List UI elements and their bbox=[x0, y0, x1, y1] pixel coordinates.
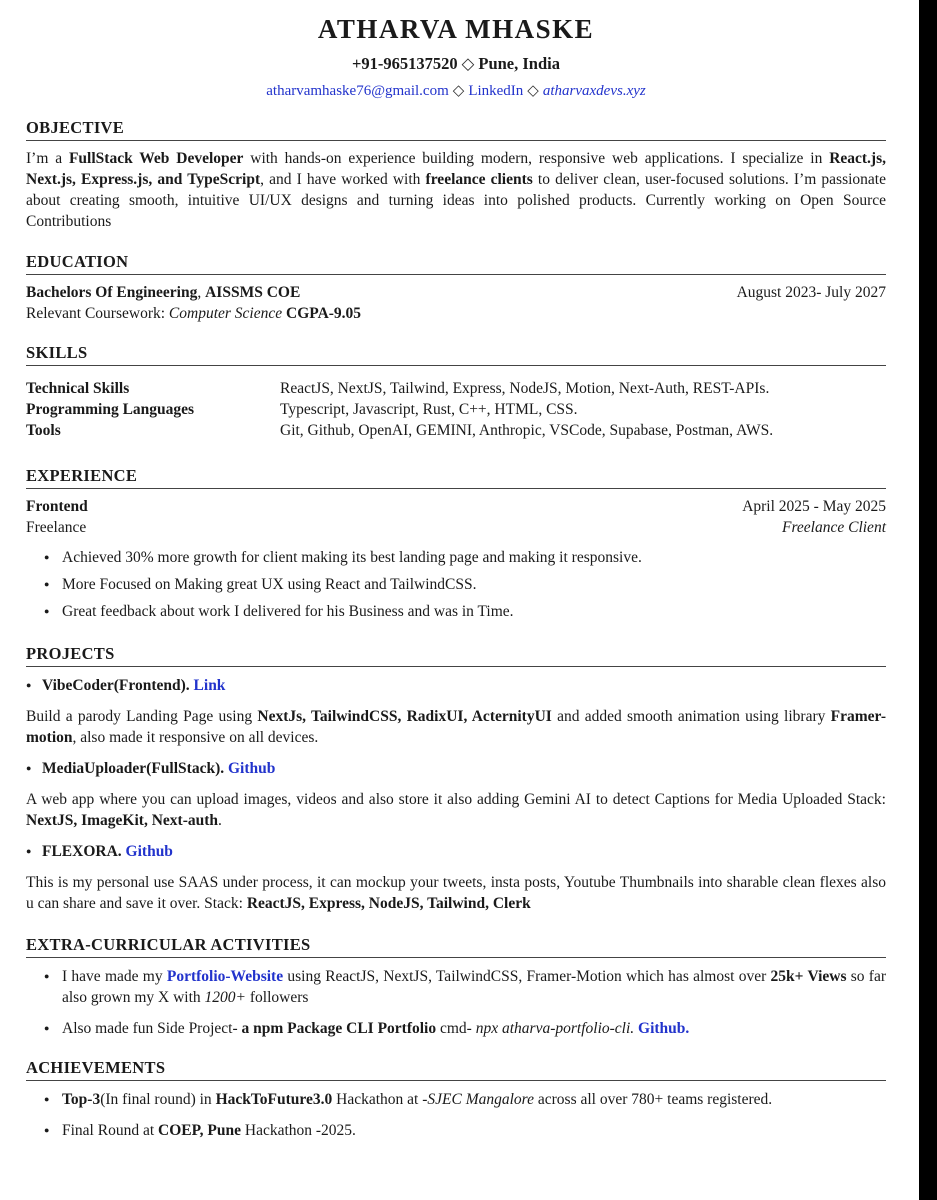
cgpa: CGPA-9.05 bbox=[286, 305, 362, 322]
experience-type: Freelance bbox=[26, 519, 87, 536]
experience-client: Freelance Client bbox=[781, 519, 886, 536]
education-dates: August 2023- July 2027 bbox=[736, 284, 886, 301]
experience-dates: April 2025 - May 2025 bbox=[742, 498, 886, 515]
list-item: ● Also made fun Side Project- a npm Package CLI Portfolio cmd- npx atharva-portfolio-cli. Github. bbox=[62, 1018, 886, 1039]
project-title: ● FLEXORA. Github bbox=[26, 841, 886, 862]
experience-section bbox=[26, 466, 886, 622]
list-item: ● Great feedback about work I delivered for his Business and was in Time. bbox=[62, 601, 886, 622]
objective-section bbox=[26, 118, 886, 232]
extracurricular-list bbox=[26, 966, 886, 1039]
project-description: Build a parody Landing Page using NextJs, TailwindCSS, RadixUI, ActernityUI and added smooth animation using library Framer-motion, also made it responsive on all devices. bbox=[26, 708, 886, 746]
section-title: SKILLS bbox=[26, 343, 886, 366]
experience-row bbox=[26, 496, 886, 517]
phone: +91-965137520 bbox=[352, 54, 458, 73]
npm-github-link[interactable]: Github. bbox=[638, 1020, 690, 1037]
separator-diamond-icon: ◇ bbox=[452, 83, 465, 99]
experience-subrow bbox=[26, 517, 886, 538]
project-title: ● VibeCoder(Frontend). Link bbox=[26, 675, 886, 696]
objective-text: I’m a FullStack Web Developer with hands-on experience building modern, responsive web applications. I specialize in React.js, Next.js, Express.js, and TypeScript, and I have worked with freelance clients to deliver clean, user-focused solutions. I’m passionate about creating smooth, intuitive UI/UX designs and turning ideas into polished products. Currently working on Open Source Contributions bbox=[26, 150, 886, 230]
project-link[interactable]: Link bbox=[193, 677, 226, 694]
email-link[interactable]: atharvamhaske76@gmail.com bbox=[266, 83, 449, 99]
separator-diamond-icon: ◇ bbox=[527, 83, 539, 99]
location: Pune, India bbox=[478, 54, 560, 73]
project-github-link[interactable]: Github bbox=[228, 760, 276, 777]
degree: Bachelors Of Engineering bbox=[26, 284, 198, 301]
experience-role: Frontend bbox=[26, 498, 88, 515]
list-item: ● I have made my Portfolio-Website using ReactJS, NextJS, TailwindCSS, Framer-Motion which has almost over 25k+ Views so far also grown my X with 1200+ followers bbox=[62, 966, 886, 1008]
links-line bbox=[26, 81, 886, 101]
section-title: ACHIEVEMENTS bbox=[26, 1058, 886, 1081]
website-link[interactable]: atharvaxdevs.xyz bbox=[542, 83, 646, 99]
project-github-link[interactable]: Github bbox=[125, 843, 173, 860]
skill-row: Programming Languages Typescript, Javascript, Rust, C++, HTML, CSS. bbox=[26, 401, 578, 418]
extracurricular-section bbox=[26, 935, 886, 1039]
achievements-section bbox=[26, 1058, 886, 1141]
skill-row: Tools Git, Github, OpenAI, GEMINI, Anthropic, VSCode, Supabase, Postman, AWS. bbox=[26, 422, 774, 439]
section-title: EXTRA-CURRICULAR ACTIVITIES bbox=[26, 935, 886, 958]
section-title: OBJECTIVE bbox=[26, 118, 886, 141]
section-title: PROJECTS bbox=[26, 644, 886, 667]
projects-section bbox=[26, 644, 886, 914]
skill-row: Technical Skills ReactJS, NextJS, Tailwind, Express, NodeJS, Motion, Next-Auth, REST-APIs. bbox=[26, 380, 770, 397]
section-title: EXPERIENCE bbox=[26, 466, 886, 489]
resume-page bbox=[26, 0, 886, 1139]
candidate-name: ATHARVA MHASKE bbox=[317, 14, 595, 44]
experience-bullets bbox=[26, 547, 886, 622]
achievements-list bbox=[26, 1089, 886, 1141]
project-title: ● MediaUploader(FullStack). Github bbox=[26, 758, 886, 779]
portfolio-link[interactable]: Portfolio-Website bbox=[166, 968, 284, 985]
college: AISSMS COE bbox=[205, 284, 301, 301]
education-row: Bachelors Of Engineering, AISSMS COE August 2023- July 2027 bbox=[26, 284, 886, 301]
list-item: ● Top-3(In final round) in HackToFuture3.0 Hackathon at -SJEC Mangalore across all over 780+ teams registered. bbox=[62, 1089, 886, 1110]
section-title: EDUCATION bbox=[26, 252, 886, 275]
contact-line bbox=[26, 54, 886, 74]
skills-section bbox=[26, 343, 886, 441]
education-section bbox=[26, 252, 886, 324]
coursework: Computer Science bbox=[168, 305, 283, 322]
skills-table bbox=[26, 378, 886, 441]
list-item: ● Achieved 30% more growth for client making its best landing page and making it responsive. bbox=[62, 547, 886, 568]
resume-header bbox=[26, 14, 886, 101]
list-item: ● Final Round at COEP, Pune Hackathon -2025. bbox=[62, 1120, 886, 1141]
project-description: A web app where you can upload images, videos and also store it also adding Gemini AI to detect Captions for Media Uploaded Stack: NextJS, ImageKit, Next-auth. bbox=[26, 791, 886, 829]
list-item: ● More Focused on Making great UX using React and TailwindCSS. bbox=[62, 574, 886, 595]
scrollbar-edge bbox=[919, 0, 937, 1200]
linkedin-link[interactable]: LinkedIn bbox=[468, 83, 524, 99]
coursework-row: Relevant Coursework: Computer Science CGPA-9.05 bbox=[26, 305, 362, 322]
separator-diamond-icon: ◇ bbox=[461, 54, 475, 73]
project-description: This is my personal use SAAS under process, it can mockup your tweets, insta posts, Youtube Thumbnails into sharable clean flexes also u can share and save it over. Stack: ReactJS, Express, NodeJS, Tailwind, Clerk bbox=[26, 874, 886, 912]
